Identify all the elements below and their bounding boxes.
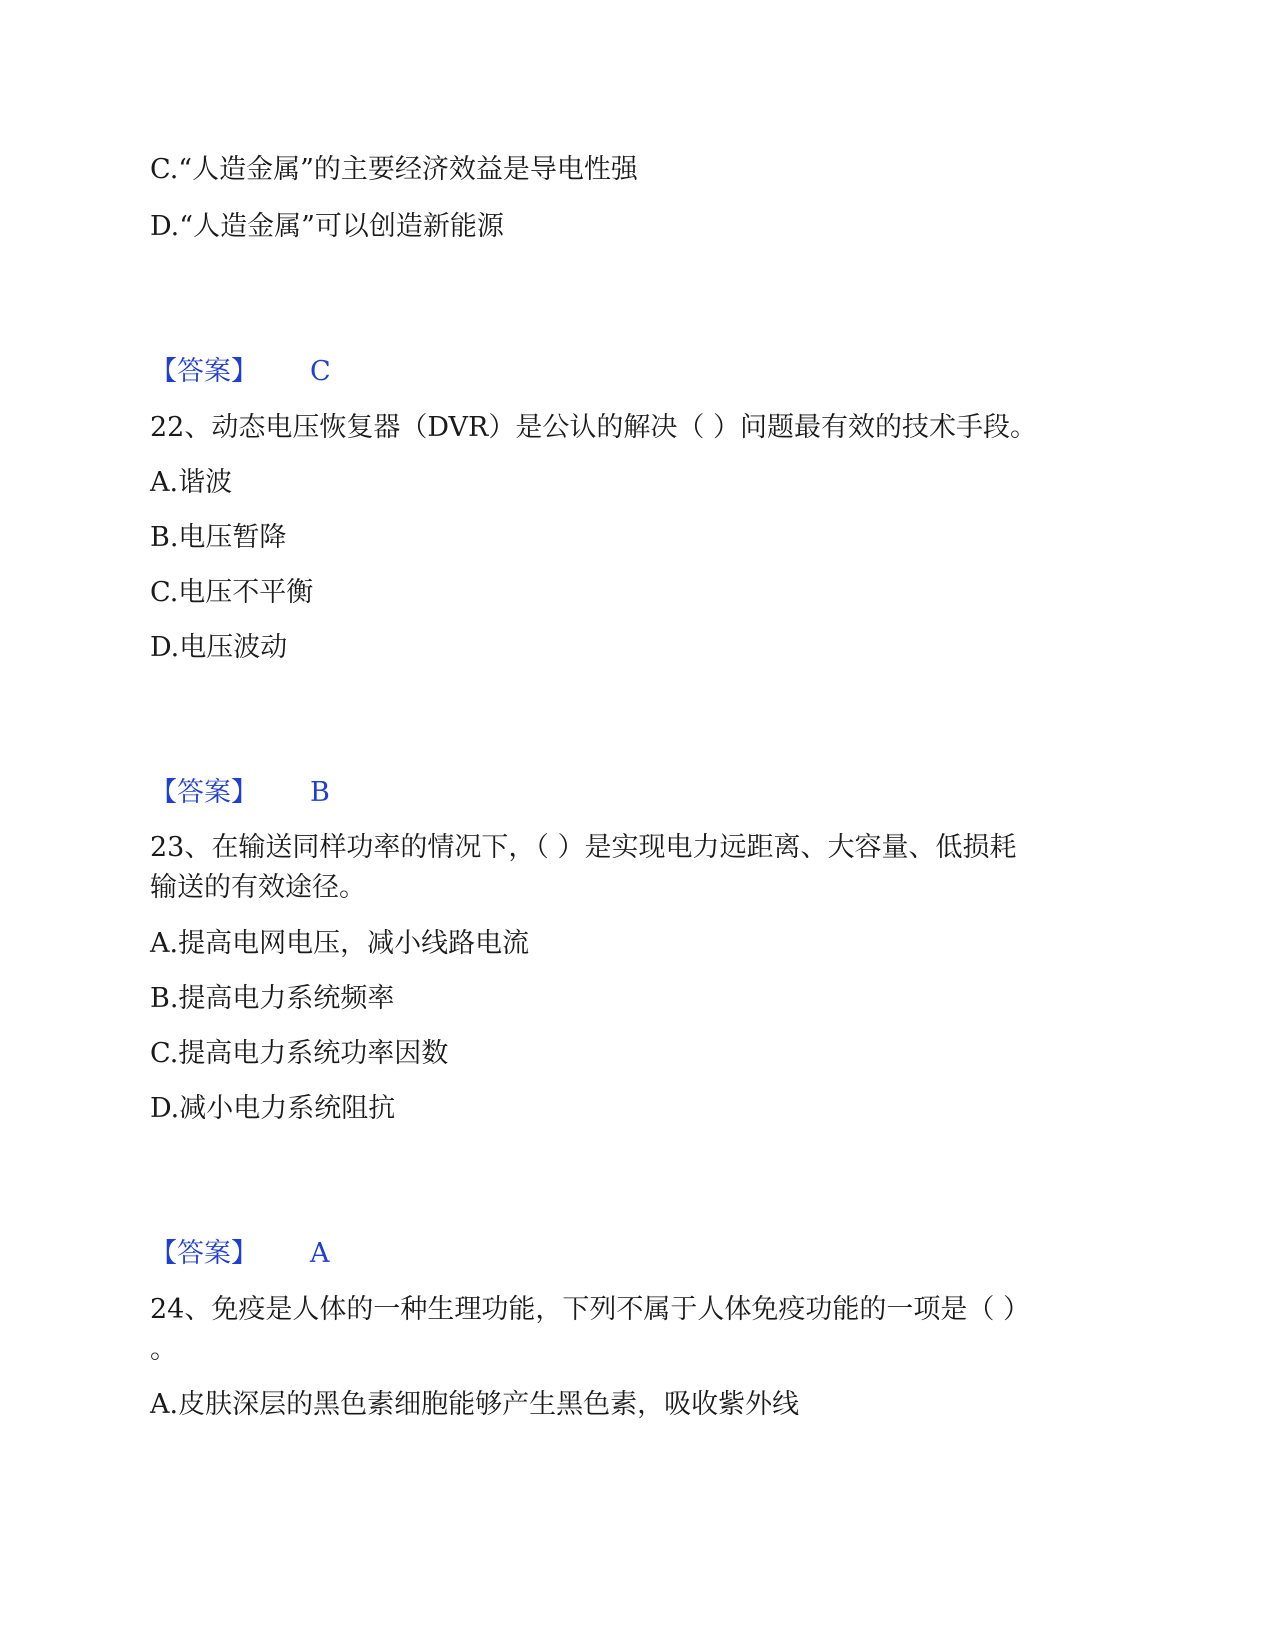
q24-option-a: A.皮肤深层的黑色素细胞能够产生黑色素，吸收紫外线 bbox=[150, 1389, 800, 1420]
question-22-text: 22、动态电压恢复器（DVR）是公认的解决（ ）问题最有效的技术手段。 bbox=[150, 412, 1037, 443]
answer-value: B bbox=[310, 777, 330, 808]
q22-option-d: D.电压波动 bbox=[150, 632, 288, 663]
question-23-text-line2: 输送的有效途径。 bbox=[150, 872, 366, 903]
option-d: D.“人造金属”可以创造新能源 bbox=[150, 211, 504, 242]
question-23-text-line1: 23、在输送同样功率的情况下，（ ）是实现电力远距离、大容量、低损耗 bbox=[150, 832, 1017, 863]
question-24-text-line1: 24、免疫是人体的一种生理功能，下列不属于人体免疫功能的一项是（ ） bbox=[150, 1294, 1030, 1325]
answer-label: 【答案】 bbox=[150, 356, 258, 387]
q23-option-d: D.减小电力系统阻抗 bbox=[150, 1093, 396, 1124]
answer-value: A bbox=[310, 1238, 330, 1269]
q23-option-a: A.提高电网电压，减小线路电流 bbox=[150, 928, 530, 959]
q22-option-b: B.电压暂降 bbox=[150, 522, 287, 553]
q23-option-b: B.提高电力系统频率 bbox=[150, 983, 395, 1014]
answer-label: 【答案】 bbox=[150, 1238, 258, 1269]
q23-answer-block bbox=[150, 1234, 330, 1274]
option-c: C.“人造金属”的主要经济效益是导电性强 bbox=[150, 154, 638, 185]
answer-label: 【答案】 bbox=[150, 777, 258, 808]
answer-value: C bbox=[310, 356, 331, 387]
q22-answer-block bbox=[150, 773, 330, 813]
q22-option-a: A.谐波 bbox=[150, 467, 233, 498]
answer-block bbox=[150, 352, 331, 392]
question-24-text-line2: 。 bbox=[150, 1334, 177, 1365]
q22-option-c: C.电压不平衡 bbox=[150, 577, 314, 608]
q23-option-c: C.提高电力系统功率因数 bbox=[150, 1038, 449, 1069]
